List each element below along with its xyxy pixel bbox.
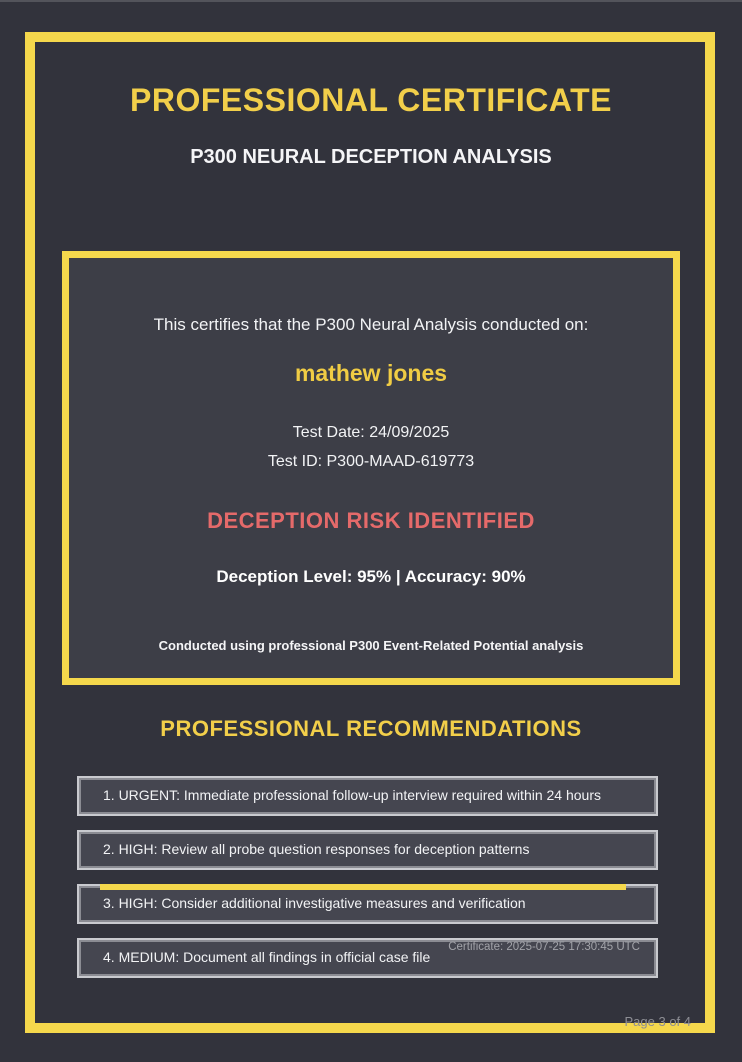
recommendation-item	[77, 776, 658, 816]
recommendation-item-text: 3. HIGH: Consider additional investigative measures and verification	[79, 886, 656, 922]
analysis-method-note: Conducted using professional P300 Event-Related Potential analysis	[158, 638, 584, 653]
recommendations-heading: PROFESSIONAL RECOMMENDATIONS	[160, 716, 582, 741]
recommendation-item-text: 1. URGENT: Immediate professional follow-up interview required within 24 hours	[79, 778, 656, 814]
page-break-accent-bar	[100, 884, 626, 890]
test-date: Test Date: 24/09/2025	[292, 424, 450, 441]
page-subtitle: P300 NEURAL DECEPTION ANALYSIS	[190, 146, 552, 168]
recommendation-item-text: 4. MEDIUM: Document all findings in official case file	[79, 940, 656, 976]
subject-name: mathew jones	[294, 360, 448, 386]
page-top-divider	[0, 0, 742, 2]
risk-status: DECEPTION RISK IDENTIFIED	[207, 508, 535, 533]
certificate-panel	[62, 251, 680, 685]
test-id: Test ID: P300-MAAD-619773	[267, 453, 475, 470]
recommendation-item	[77, 830, 658, 870]
certificate-timestamp: Certificate: 2025-07-25 17:30:45 UTC	[448, 941, 640, 953]
page-title: PROFESSIONAL CERTIFICATE	[130, 82, 612, 118]
page-number: Page 3 of 4	[624, 1014, 691, 1029]
recommendation-item-text: 2. HIGH: Review all probe question responses for deception patterns	[79, 832, 656, 868]
certificate-intro-text: This certifies that the P300 Neural Analysis conducted on:	[153, 315, 589, 334]
deception-metrics: Deception Level: 95% | Accuracy: 90%	[216, 567, 526, 586]
recommendation-item	[77, 884, 658, 924]
recommendation-item	[77, 938, 658, 978]
